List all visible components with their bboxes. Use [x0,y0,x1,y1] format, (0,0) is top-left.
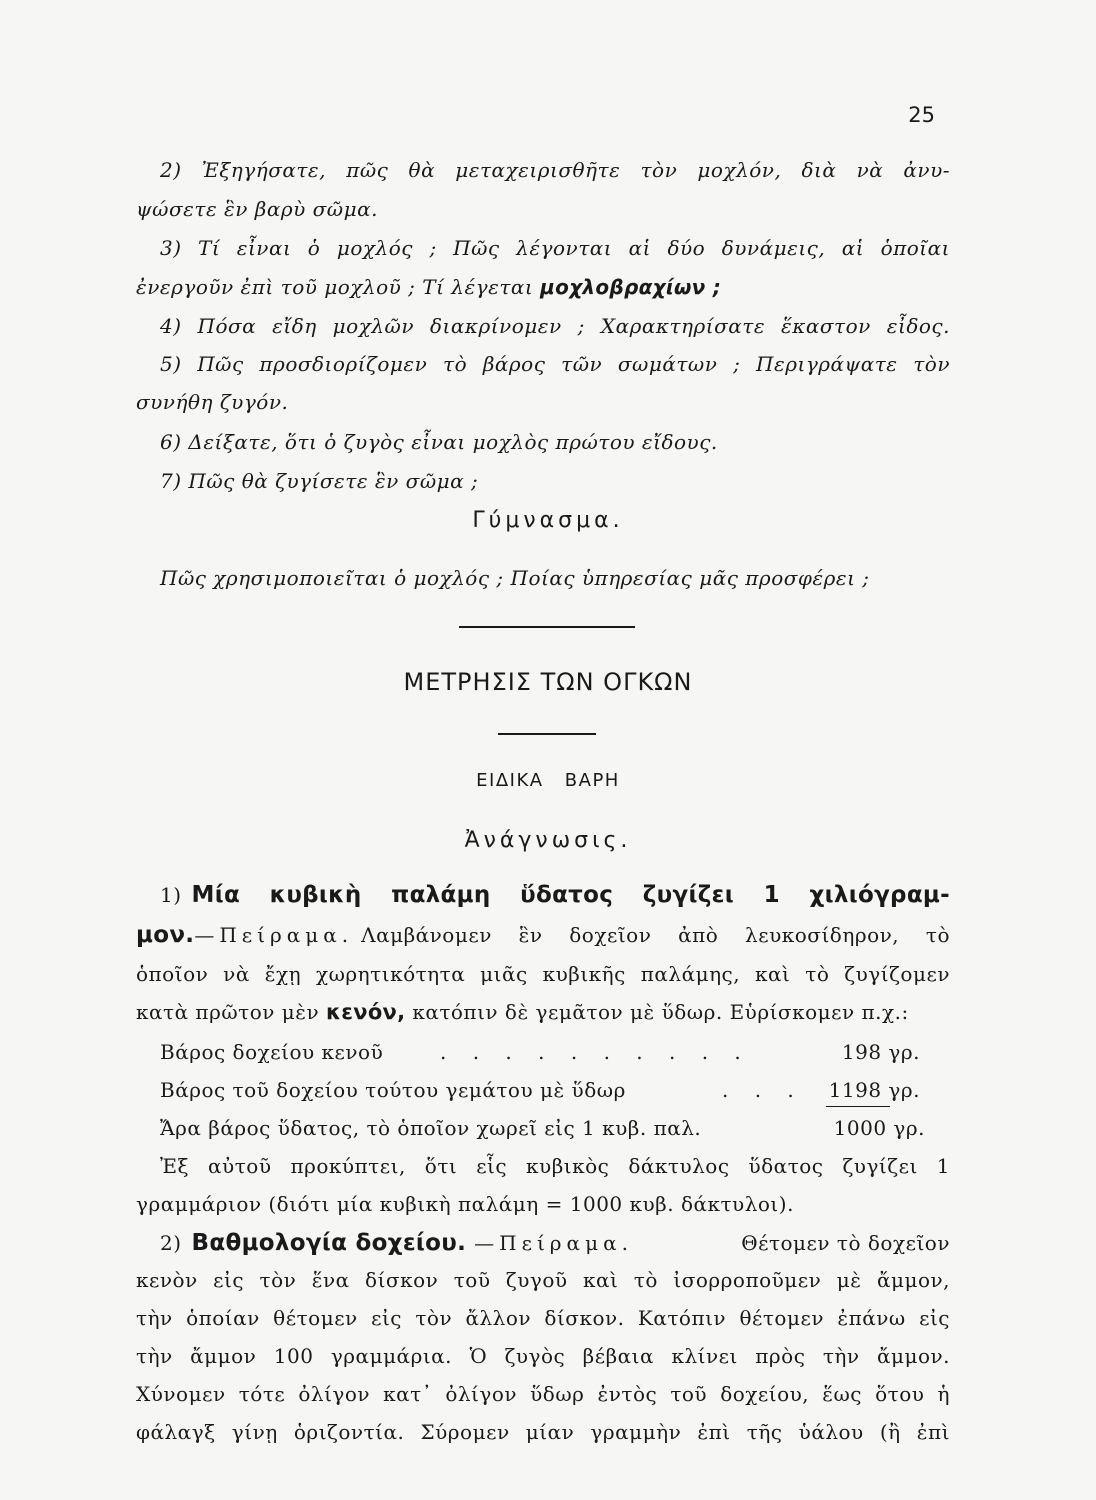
para1-line-4 [136,1000,909,1024]
key-term-lever-arm: μοχλοβραχίων ; [540,275,722,299]
question-5-line-1: 5) Πῶς προσδιορίζομεν τὸ βάρος τῶν σωμάτων ; Περιγράψατε τὸν [160,352,950,376]
conclusion-line-2: γραμμάριον (διότι μία κυβικὴ παλάμη = 1000 κυβ. δάκτυλοι). [136,1192,794,1216]
key-term-empty: κενόν, [326,1000,406,1024]
sum-rule [826,1106,890,1107]
chapter-title: ΜΕΤΡΗΣΙΣ ΤΩΝ ΟΓΚΩΝ [403,668,693,696]
para2-line-4: τὴν ἄμμον 100 γραμμάρια. Ὁ ζυγὸς βέβαια κλίνει πρὸς τὴν ἄμμον. [136,1344,950,1368]
para2-line-1 [160,1230,950,1256]
para1-line-1 [160,882,950,908]
para1-text: Λαμβάνομεν ἓν δοχεῖον ἀπὸ λευκοσίδηρον, τὸ [361,923,950,947]
key-statement: Μία κυβικὴ παλάμη ὕδατος ζυγίζει 1 χιλιόγραμ- [191,882,950,908]
full-weight-dots: . . . [722,1078,804,1102]
question-5-line-2: συνήθη ζυγόν. [136,390,289,414]
question-7: 7) Πῶς θὰ ζυγίσετε ἓν σῶμα ; [160,469,479,493]
experiment-label-2: —Πείραμα. [474,1231,633,1255]
question-3-line-2 [136,275,721,299]
key-statement-graduation: Βαθμολογία δοχείου. [191,1230,467,1256]
water-weight-label: Ἄρα βάρος ὕδατος, τὸ ὁποῖον χωρεῖ εἰς 1 κυβ. παλ. [160,1116,702,1140]
para1-text-b: κατόπιν δὲ γεμᾶτον μὲ ὕδωρ. Εὑρίσκομεν π.χ.: [412,1000,909,1024]
divider-rule-short [498,733,596,735]
question-4: 4) Πόσα εἴδη μοχλῶν διακρίνομεν ; Χαρακτηρίσατε ἕκαστον εἶδος. [160,314,950,338]
question-2-line-2: ψώσετε ἓν βαρὺ σῶμα. [136,197,378,221]
full-weight-value: 1198 γρ. [828,1078,920,1102]
empty-weight-value: 198 γρ. [841,1040,920,1064]
water-weight-value: 1000 γρ. [833,1116,925,1140]
para1-line-3: ὁποῖον νὰ ἔχῃ χωρητικότητα μιᾶς κυβικῆς παλάμης, καὶ τὸ ζυγίζομεν [136,962,950,986]
question-2-line-1: 2) Ἐξηγήσατε, πῶς θὰ μεταχειρισθῆτε τὸν μοχλόν, διὰ νὰ ἀνυ- [160,158,950,182]
section-title: ΕΙΔΙΚΑ ΒΑΡΗ [476,770,620,791]
exercise-text: Πῶς χρησιμοποιεῖται ὁ μοχλός ; Ποίας ὑπηρεσίας μᾶς προσφέρει ; [160,566,870,590]
item-number-1: 1) [160,883,182,907]
experiment-label: —Πείραμα. [194,923,354,947]
reading-heading: Ἀνάγνωσις. [464,828,632,853]
item-number-2: 2) [160,1231,182,1255]
para2-line-3: τὴν ὁποίαν θέτομεν εἰς τὸν ἄλλον δίσκον. Κατόπιν θέτομεν ἐπάνω εἰς [136,1306,950,1330]
key-statement-end: μον. [136,922,195,948]
para2-line-2: κενὸν εἰς τὸν ἕνα δίσκον τοῦ ζυγοῦ καὶ τὸ ἰσορροποῦμεν μὲ ἄμμον, [136,1268,950,1292]
para2-text-start: Θέτομεν τὸ δοχεῖον [741,1231,950,1255]
exercise-heading: Γύμνασμα. [472,508,624,533]
question-6: 6) Δείξατε, ὅτι ὁ ζυγὸς εἶναι μοχλὸς πρώτου εἴδους. [160,430,718,454]
page-number: 25 [908,103,935,127]
question-3-text: ἐνεργοῦν ἐπὶ τοῦ μοχλοῦ ; Τί λέγεται [136,275,534,299]
para1-text-a: κατὰ πρῶτον μὲν [136,1000,320,1024]
para2-line-5: Χύνομεν τότε ὀλίγον κατ᾽ ὀλίγον ὕδωρ ἐντὸς τοῦ δοχείου, ἕως ὅτου ἡ [136,1382,950,1406]
divider-rule [459,626,635,628]
full-weight-label: Βάρος τοῦ δοχείου τούτου γεμάτου μὲ ὕδωρ [160,1078,626,1102]
empty-weight-dots: . . . . . . . . . . [440,1040,751,1064]
para1-line-2 [136,922,950,948]
question-3-line-1: 3) Τί εἶναι ὁ μοχλός ; Πῶς λέγονται αἱ δύο δυνάμεις, αἱ ὁποῖαι [160,236,950,260]
para2-line-6: φάλαγξ γίνῃ ὁριζοντία. Σύρομεν μίαν γραμμὴν ἐπὶ τῆς ὑάλου (ἢ ἐπὶ [136,1420,950,1444]
conclusion-line-1: Ἐξ αὐτοῦ προκύπτει, ὅτι εἷς κυβικὸς δάκτυλος ὕδατος ζυγίζει 1 [160,1154,950,1178]
empty-weight-label: Βάρος δοχείου κενοῦ [160,1040,384,1064]
